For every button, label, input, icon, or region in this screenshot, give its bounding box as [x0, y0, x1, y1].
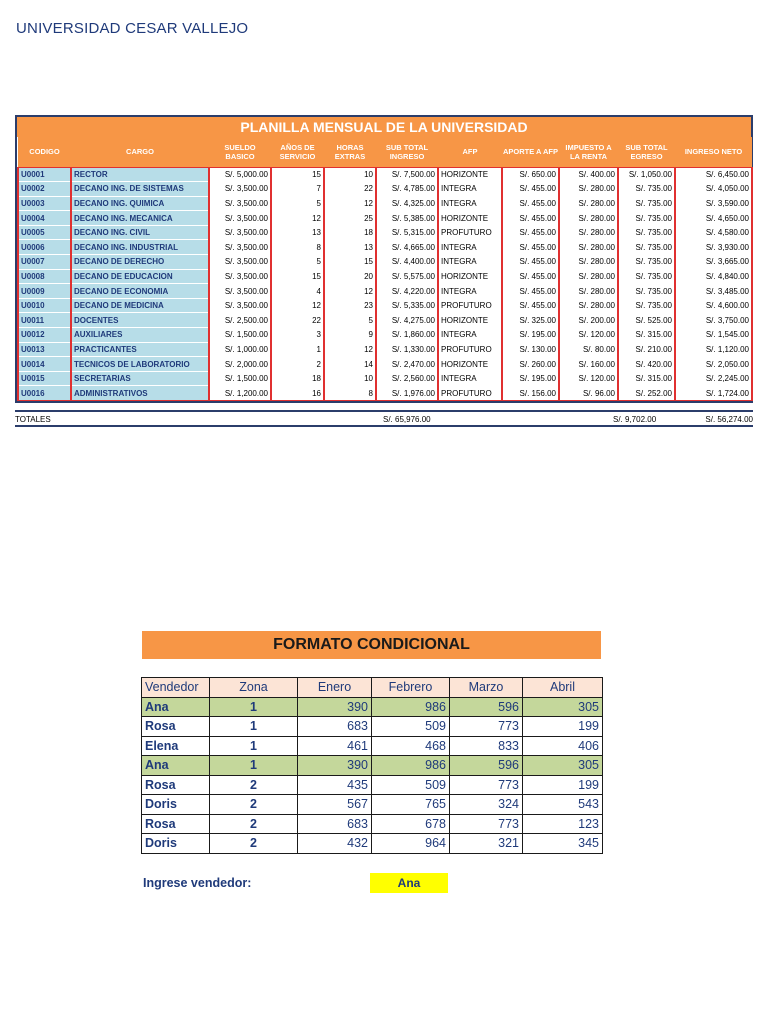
formato-cell: 199	[523, 775, 603, 795]
planilla-cell: S/. 130.00	[502, 342, 559, 357]
planilla-cell: S/. 7,500.00	[376, 167, 438, 182]
formato-cell: Rosa	[142, 775, 210, 795]
planilla-row	[18, 328, 752, 343]
formato-cell: 435	[298, 775, 372, 795]
formato-cell: 773	[450, 814, 523, 834]
planilla-cell: S/. 156.00	[502, 386, 559, 401]
planilla-cell: INTEGRA	[438, 182, 502, 197]
totales-sub-total-ingreso: S/. 65,976.00	[383, 415, 431, 424]
planilla-cell: 9	[324, 328, 376, 343]
planilla-cell: S/. 735.00	[618, 269, 675, 284]
planilla-cell: PROFUTURO	[438, 342, 502, 357]
planilla-cell: S/. 3,500.00	[209, 240, 271, 255]
planilla-cell: S/. 3,590.00	[675, 196, 752, 211]
formato-row	[142, 736, 603, 756]
planilla-cell: S/. 3,500.00	[209, 284, 271, 299]
formato-cell: 678	[372, 814, 450, 834]
planilla-cell: U0006	[18, 240, 71, 255]
planilla-cell: 15	[271, 269, 324, 284]
planilla-cell: S/. 3,500.00	[209, 225, 271, 240]
formato-cell: 1	[210, 736, 298, 756]
planilla-cell: S/. 455.00	[502, 211, 559, 226]
planilla-cell: S/. 455.00	[502, 298, 559, 313]
planilla-cell: 5	[271, 255, 324, 270]
planilla-cell: S/. 2,000.00	[209, 357, 271, 372]
planilla-cell: S/. 4,785.00	[376, 182, 438, 197]
planilla-cell: 23	[324, 298, 376, 313]
formato-cell: 390	[298, 756, 372, 776]
planilla-cell: DECANO DE MEDICINA	[71, 298, 209, 313]
planilla-cell: S/. 2,470.00	[376, 357, 438, 372]
planilla-cell: S/. 5,575.00	[376, 269, 438, 284]
planilla-cell: S/. 1,860.00	[376, 328, 438, 343]
planilla-column-header: IMPUESTO A LA RENTA	[559, 137, 618, 167]
planilla-cell: S/. 6,450.00	[675, 167, 752, 182]
planilla-cell: S/. 1,200.00	[209, 386, 271, 401]
planilla-cell: S/. 5,000.00	[209, 167, 271, 182]
formato-cell: Doris	[142, 834, 210, 854]
planilla-cell: S/. 4,050.00	[675, 182, 752, 197]
formato-column-header: Zona	[210, 678, 298, 698]
formato-cell: 596	[450, 697, 523, 717]
formato-cell: 461	[298, 736, 372, 756]
planilla-cell: U0002	[18, 182, 71, 197]
planilla-cell: 12	[324, 342, 376, 357]
planilla-cell: S/. 280.00	[559, 284, 618, 299]
planilla-cell: 1	[271, 342, 324, 357]
planilla-cell: S/. 315.00	[618, 371, 675, 386]
planilla-cell: S/. 1,976.00	[376, 386, 438, 401]
planilla-cell: S/. 160.00	[559, 357, 618, 372]
formato-column-header: Marzo	[450, 678, 523, 698]
planilla-cell: U0012	[18, 328, 71, 343]
planilla-cell: S/. 4,580.00	[675, 225, 752, 240]
planilla-cell: S/. 3,500.00	[209, 211, 271, 226]
planilla-row	[18, 313, 752, 328]
formato-row	[142, 834, 603, 854]
formato-row	[142, 756, 603, 776]
planilla-cell: S/. 3,500.00	[209, 255, 271, 270]
planilla-cell: 25	[324, 211, 376, 226]
planilla-cell: 10	[324, 371, 376, 386]
planilla-column-header: AFP	[438, 137, 502, 167]
planilla-cell: U0016	[18, 386, 71, 401]
planilla-table	[17, 137, 753, 401]
planilla-cell: 22	[324, 182, 376, 197]
planilla-cell: 4	[271, 284, 324, 299]
vendedor-input-cell[interactable]: Ana	[370, 873, 448, 893]
formato-cell: 305	[523, 697, 603, 717]
planilla-cell: DECANO DE ECONOMIA	[71, 284, 209, 299]
planilla-cell: U0010	[18, 298, 71, 313]
planilla-cell: 20	[324, 269, 376, 284]
planilla-cell: DECANO DE DERECHO	[71, 255, 209, 270]
planilla-cell: S/. 455.00	[502, 196, 559, 211]
planilla-cell: 12	[324, 196, 376, 211]
planilla-cell: S/. 735.00	[618, 284, 675, 299]
planilla-cell: DECANO ING. MECANICA	[71, 211, 209, 226]
planilla-cell: 2	[271, 357, 324, 372]
planilla-cell: U0005	[18, 225, 71, 240]
formato-row	[142, 717, 603, 737]
planilla-cell: S/. 735.00	[618, 240, 675, 255]
formato-header-row	[142, 678, 603, 698]
formato-cell: 199	[523, 717, 603, 737]
planilla-cell: HORIZONTE	[438, 269, 502, 284]
planilla-row	[18, 284, 752, 299]
planilla-cell: PRACTICANTES	[71, 342, 209, 357]
planilla-cell: S/. 4,325.00	[376, 196, 438, 211]
formato-cell: 1	[210, 756, 298, 776]
planilla-cell: DECANO ING. INDUSTRIAL	[71, 240, 209, 255]
formato-cell: Rosa	[142, 814, 210, 834]
planilla-row	[18, 225, 752, 240]
planilla-cell: U0009	[18, 284, 71, 299]
planilla-cell: S/. 280.00	[559, 255, 618, 270]
planilla-cell: 5	[271, 196, 324, 211]
planilla-cell: INTEGRA	[438, 240, 502, 255]
planilla-row	[18, 298, 752, 313]
planilla-cell: S/. 4,400.00	[376, 255, 438, 270]
formato-cell: 986	[372, 756, 450, 776]
planilla-cell: S/. 455.00	[502, 255, 559, 270]
planilla-cell: S/. 4,840.00	[675, 269, 752, 284]
formato-cell: 2	[210, 814, 298, 834]
planilla-row	[18, 386, 752, 401]
formato-cell: 1	[210, 697, 298, 717]
planilla-cell: U0004	[18, 211, 71, 226]
planilla-row	[18, 182, 752, 197]
planilla-cell: 13	[271, 225, 324, 240]
formato-cell: 543	[523, 795, 603, 815]
planilla-cell: 10	[324, 167, 376, 182]
planilla-cell: HORIZONTE	[438, 211, 502, 226]
planilla-column-header: APORTE A AFP	[502, 137, 559, 167]
planilla-cell: 15	[324, 255, 376, 270]
planilla-cell: 12	[271, 298, 324, 313]
planilla-cell: S/. 455.00	[502, 240, 559, 255]
planilla-cell: U0003	[18, 196, 71, 211]
planilla-cell: S/. 96.00	[559, 386, 618, 401]
planilla-cell: 18	[271, 371, 324, 386]
formato-cell: 773	[450, 775, 523, 795]
formato-cell: 2	[210, 775, 298, 795]
formato-cell: 305	[523, 756, 603, 776]
formato-cell: 2	[210, 834, 298, 854]
formato-cell: 406	[523, 736, 603, 756]
planilla-cell: S/. 1,050.00	[618, 167, 675, 182]
formato-row	[142, 795, 603, 815]
planilla-cell: 5	[324, 313, 376, 328]
planilla-cell: S/. 455.00	[502, 225, 559, 240]
planilla-cell: S/. 210.00	[618, 342, 675, 357]
formato-cell: 765	[372, 795, 450, 815]
formato-cell: 390	[298, 697, 372, 717]
planilla-cell: S/. 3,500.00	[209, 269, 271, 284]
planilla-cell: S/. 5,335.00	[376, 298, 438, 313]
planilla-cell: S/. 4,220.00	[376, 284, 438, 299]
planilla-cell: INTEGRA	[438, 284, 502, 299]
planilla-cell: 12	[271, 211, 324, 226]
formato-cell: Ana	[142, 697, 210, 717]
planilla-cell: S/. 3,665.00	[675, 255, 752, 270]
formato-column-header: Vendedor	[142, 678, 210, 698]
planilla-cell: S/. 3,500.00	[209, 196, 271, 211]
planilla-cell: S/. 280.00	[559, 182, 618, 197]
formato-cell: 833	[450, 736, 523, 756]
formato-cell: 432	[298, 834, 372, 854]
planilla-cell: S/. 2,050.00	[675, 357, 752, 372]
planilla-cell: HORIZONTE	[438, 357, 502, 372]
planilla-cell: INTEGRA	[438, 255, 502, 270]
planilla-cell: S/. 1,120.00	[675, 342, 752, 357]
planilla-cell: S/. 4,650.00	[675, 211, 752, 226]
planilla-cell: TECNICOS DE LABORATORIO	[71, 357, 209, 372]
totales-ingreso-neto: S/. 56,274.00	[705, 415, 753, 424]
planilla-cell: U0008	[18, 269, 71, 284]
planilla-cell: PROFUTURO	[438, 298, 502, 313]
formato-row	[142, 814, 603, 834]
planilla-row	[18, 269, 752, 284]
totales-row	[15, 410, 753, 427]
formato-cell: 683	[298, 814, 372, 834]
planilla-cell: S/. 735.00	[618, 298, 675, 313]
planilla-cell: S/. 2,560.00	[376, 371, 438, 386]
planilla-cell: S/. 195.00	[502, 371, 559, 386]
planilla-cell: U0013	[18, 342, 71, 357]
totales-sub-total-egreso: S/. 9,702.00	[613, 415, 657, 424]
planilla-header-row	[18, 137, 752, 167]
formato-cell: Ana	[142, 756, 210, 776]
formato-cell: 596	[450, 756, 523, 776]
planilla-cell: S/. 455.00	[502, 182, 559, 197]
planilla-cell: 8	[324, 386, 376, 401]
formato-row	[142, 697, 603, 717]
planilla-cell: S/. 650.00	[502, 167, 559, 182]
planilla-cell: 14	[324, 357, 376, 372]
formato-condicional-table	[141, 677, 603, 854]
planilla-cell: 18	[324, 225, 376, 240]
planilla-cell: S/. 735.00	[618, 182, 675, 197]
formato-cell: 683	[298, 717, 372, 737]
planilla-row	[18, 196, 752, 211]
formato-condicional-title: FORMATO CONDICIONAL	[142, 631, 601, 659]
formato-cell: 986	[372, 697, 450, 717]
formato-column-header: Abril	[523, 678, 603, 698]
planilla-cell: S/. 4,600.00	[675, 298, 752, 313]
planilla-row	[18, 371, 752, 386]
formato-cell: 324	[450, 795, 523, 815]
planilla-cell: INTEGRA	[438, 328, 502, 343]
planilla-cell: RECTOR	[71, 167, 209, 182]
formato-cell: Elena	[142, 736, 210, 756]
planilla-cell: S/. 3,500.00	[209, 182, 271, 197]
planilla-cell: 12	[324, 284, 376, 299]
planilla-column-header: INGRESO NETO	[675, 137, 752, 167]
planilla-cell: U0014	[18, 357, 71, 372]
planilla-column-header: AÑOS DE SERVICIO	[271, 137, 324, 167]
planilla-cell: DECANO ING. QUIMICA	[71, 196, 209, 211]
formato-cell: Doris	[142, 795, 210, 815]
planilla-cell: S/. 3,930.00	[675, 240, 752, 255]
planilla-cell: PROFUTURO	[438, 386, 502, 401]
planilla-cell: 3	[271, 328, 324, 343]
planilla-cell: S/. 252.00	[618, 386, 675, 401]
formato-cell: 468	[372, 736, 450, 756]
planilla-cell: U0015	[18, 371, 71, 386]
planilla-cell: U0001	[18, 167, 71, 182]
planilla-cell: S/. 5,385.00	[376, 211, 438, 226]
planilla-row	[18, 211, 752, 226]
planilla-cell: 22	[271, 313, 324, 328]
planilla-cell: S/. 3,750.00	[675, 313, 752, 328]
planilla-cell: S/. 400.00	[559, 167, 618, 182]
planilla-cell: S/. 1,330.00	[376, 342, 438, 357]
planilla-row	[18, 357, 752, 372]
totales-label: TOTALES	[15, 415, 51, 424]
planilla-cell: HORIZONTE	[438, 167, 502, 182]
planilla-cell: DECANO ING. DE SISTEMAS	[71, 182, 209, 197]
planilla-cell: S/. 325.00	[502, 313, 559, 328]
formato-cell: 773	[450, 717, 523, 737]
planilla-title: PLANILLA MENSUAL DE LA UNIVERSIDAD	[240, 119, 528, 135]
planilla-cell: S/. 2,500.00	[209, 313, 271, 328]
planilla-cell: S/. 200.00	[559, 313, 618, 328]
formato-cell: 123	[523, 814, 603, 834]
planilla-cell: S/. 4,665.00	[376, 240, 438, 255]
planilla-cell: S/. 455.00	[502, 284, 559, 299]
formato-row	[142, 775, 603, 795]
planilla-cell: S/. 735.00	[618, 225, 675, 240]
planilla-cell: S/. 1,545.00	[675, 328, 752, 343]
planilla-cell: INTEGRA	[438, 371, 502, 386]
planilla-cell: 8	[271, 240, 324, 255]
formato-column-header: Febrero	[372, 678, 450, 698]
planilla-cell: S/. 735.00	[618, 211, 675, 226]
planilla-cell: 15	[271, 167, 324, 182]
planilla-cell: DECANO DE EDUCACION	[71, 269, 209, 284]
ingrese-vendedor-label: Ingrese vendedor:	[143, 876, 252, 890]
planilla-column-header: SUELDO BASICO	[209, 137, 271, 167]
planilla-cell: S/. 2,245.00	[675, 371, 752, 386]
planilla-column-header: SUB TOTAL INGRESO	[376, 137, 438, 167]
formato-column-header: Enero	[298, 678, 372, 698]
planilla-cell: HORIZONTE	[438, 313, 502, 328]
planilla-row	[18, 167, 752, 182]
planilla-cell: S/. 120.00	[559, 328, 618, 343]
planilla-cell: S/. 1,500.00	[209, 328, 271, 343]
planilla-cell: S/. 195.00	[502, 328, 559, 343]
planilla-cell: S/. 525.00	[618, 313, 675, 328]
planilla-cell: S/. 3,485.00	[675, 284, 752, 299]
formato-cell: 567	[298, 795, 372, 815]
planilla-cell: S/. 280.00	[559, 269, 618, 284]
planilla-row	[18, 255, 752, 270]
planilla-cell: DECANO ING. CIVIL	[71, 225, 209, 240]
planilla-cell: AUXILIARES	[71, 328, 209, 343]
planilla-cell: ADMINISTRATIVOS	[71, 386, 209, 401]
planilla-cell: PROFUTURO	[438, 225, 502, 240]
planilla-cell: S/. 735.00	[618, 255, 675, 270]
planilla-cell: S/. 4,275.00	[376, 313, 438, 328]
planilla-cell: S/. 3,500.00	[209, 298, 271, 313]
formato-cell: 509	[372, 775, 450, 795]
planilla-cell: 7	[271, 182, 324, 197]
planilla-column-header: HORAS EXTRAS	[324, 137, 376, 167]
planilla-cell: SECRETARIAS	[71, 371, 209, 386]
formato-cell: 964	[372, 834, 450, 854]
planilla-column-header: CODIGO	[18, 137, 71, 167]
planilla-cell: S/. 280.00	[559, 211, 618, 226]
planilla-cell: INTEGRA	[438, 196, 502, 211]
planilla-cell: S/. 80.00	[559, 342, 618, 357]
planilla-cell: S/. 280.00	[559, 298, 618, 313]
planilla-cell: S/. 260.00	[502, 357, 559, 372]
planilla-cell: S/. 280.00	[559, 240, 618, 255]
planilla-cell: U0011	[18, 313, 71, 328]
page-title: UNIVERSIDAD CESAR VALLEJO	[16, 20, 249, 37]
formato-cell: 1	[210, 717, 298, 737]
planilla-cell: S/. 1,500.00	[209, 371, 271, 386]
formato-cell: 345	[523, 834, 603, 854]
formato-cell: Rosa	[142, 717, 210, 737]
planilla-column-header: CARGO	[71, 137, 209, 167]
planilla-cell: S/. 280.00	[559, 225, 618, 240]
planilla-cell: S/. 1,724.00	[675, 386, 752, 401]
planilla-cell: 13	[324, 240, 376, 255]
planilla-cell: S/. 120.00	[559, 371, 618, 386]
planilla-column-header: SUB TOTAL EGRESO	[618, 137, 675, 167]
planilla-cell: 16	[271, 386, 324, 401]
planilla-cell: S/. 1,000.00	[209, 342, 271, 357]
planilla-cell: DOCENTES	[71, 313, 209, 328]
formato-cell: 321	[450, 834, 523, 854]
planilla-table-container	[15, 115, 753, 403]
planilla-cell: S/. 280.00	[559, 196, 618, 211]
planilla-cell: S/. 455.00	[502, 269, 559, 284]
planilla-cell: U0007	[18, 255, 71, 270]
formato-cell: 509	[372, 717, 450, 737]
planilla-row	[18, 240, 752, 255]
planilla-cell: S/. 420.00	[618, 357, 675, 372]
planilla-cell: S/. 735.00	[618, 196, 675, 211]
formato-cell: 2	[210, 795, 298, 815]
planilla-cell: S/. 315.00	[618, 328, 675, 343]
planilla-row	[18, 342, 752, 357]
planilla-cell: S/. 5,315.00	[376, 225, 438, 240]
